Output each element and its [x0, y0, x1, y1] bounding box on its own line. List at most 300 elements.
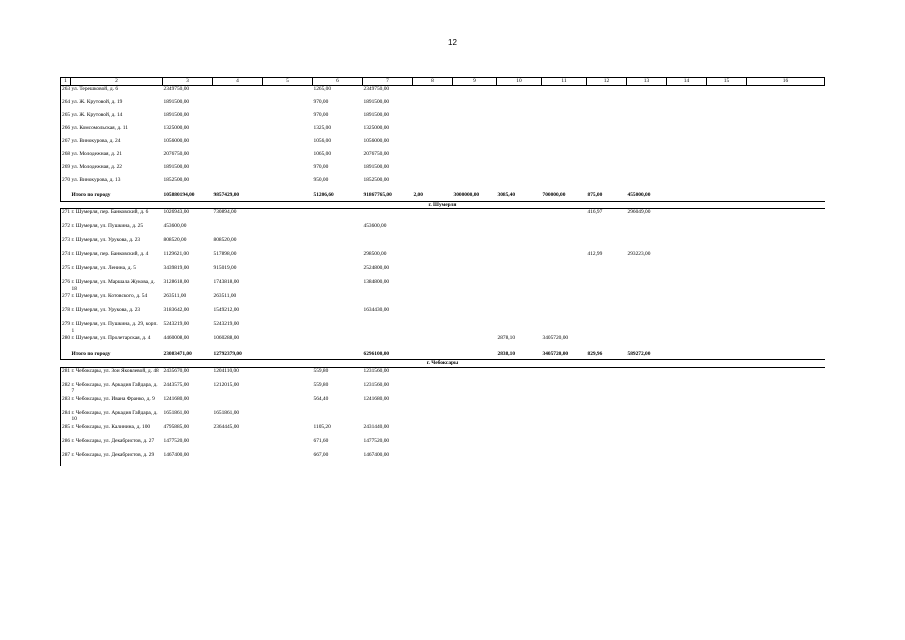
empty-cell — [707, 112, 747, 125]
row-number: 285 — [61, 424, 71, 438]
total-cost-cell: 1325000,00 — [163, 125, 190, 131]
empty-cell — [453, 293, 497, 307]
cost-cell — [627, 438, 667, 452]
total-cost-cell: 2349750,00 — [163, 86, 190, 92]
total-value: 3000000,00 — [453, 192, 480, 198]
total-cost-cell: 263511,00 — [163, 293, 187, 300]
empty-cell — [747, 237, 825, 251]
empty-cell — [413, 307, 453, 321]
empty-cell — [413, 223, 453, 237]
area-cell — [313, 410, 363, 424]
empty-cell — [747, 307, 825, 321]
area-cell — [587, 112, 627, 125]
total-value: 91867765,00 — [363, 192, 392, 198]
area-cell — [587, 382, 627, 396]
area-cell: 416,97 — [587, 209, 603, 216]
area-cell — [497, 367, 542, 382]
empty-cell — [747, 438, 825, 452]
total-value: 51206,60 — [313, 192, 334, 198]
empty-cell — [707, 265, 747, 279]
cost-cell — [542, 125, 587, 138]
column-header: 3 — [163, 78, 213, 86]
area-cell — [587, 321, 627, 335]
table-row — [61, 86, 825, 100]
area-cell — [497, 396, 542, 410]
area-cell — [587, 424, 627, 438]
total-cost-cell: 1891500,00 — [163, 164, 190, 170]
row-number: 279 — [61, 321, 71, 335]
area-cell: 1265,00 — [313, 86, 332, 92]
area-cell — [587, 410, 627, 424]
empty-cell — [707, 307, 747, 321]
row-number: 283 — [61, 396, 71, 410]
city-name: г. Шумерля — [61, 202, 825, 209]
area-cell — [497, 177, 542, 190]
area-cell — [497, 251, 542, 265]
total-cost-cell: 1651861,00 — [163, 409, 190, 416]
table-row — [61, 452, 825, 466]
cost-cell: 2431440,00 — [363, 423, 390, 430]
address-cell: ул. Винокурова, д. 13 — [71, 177, 121, 183]
empty-cell — [707, 209, 747, 224]
total-cost-cell: 808520,00 — [163, 237, 187, 244]
empty-cell — [707, 190, 747, 202]
area-cell — [497, 138, 542, 151]
table-row — [61, 321, 825, 335]
empty-cell — [747, 209, 825, 224]
cost-cell: 453600,00 — [363, 223, 387, 230]
row-number: 267 — [61, 138, 71, 151]
column-header: 8 — [413, 78, 453, 86]
empty-cell — [453, 307, 497, 321]
address-cell: ул. Терешковой, д. 6 — [71, 86, 119, 92]
row-number: 281 — [61, 367, 71, 382]
total-label: Итого по городу — [71, 351, 111, 358]
column-header: 9 — [453, 78, 497, 86]
area-cell — [587, 151, 627, 164]
table-row — [61, 99, 825, 112]
empty-cell — [707, 177, 747, 190]
empty-cell — [747, 335, 825, 349]
cost-cell — [627, 367, 667, 382]
row-number: 268 — [61, 151, 71, 164]
empty-cell — [747, 349, 825, 360]
area-cell — [497, 438, 542, 452]
total-cost-cell: 3439819,00 — [163, 265, 190, 272]
empty-cell — [413, 382, 453, 396]
total-cost-cell: 1891500,00 — [163, 112, 190, 118]
cost-cell — [213, 438, 263, 452]
empty-cell — [263, 177, 313, 190]
empty-cell — [667, 86, 707, 100]
cost-cell: 1891500,00 — [363, 99, 390, 105]
cost-cell — [213, 452, 263, 466]
cost-cell — [542, 367, 587, 382]
empty-cell — [263, 138, 313, 151]
cost-cell — [627, 223, 667, 237]
cost-cell — [363, 293, 413, 307]
cost-cell — [213, 86, 263, 100]
cost-cell — [627, 335, 667, 349]
address-cell: ул. Винокурова, д. 24 — [71, 138, 121, 144]
empty-cell — [747, 396, 825, 410]
address-cell: г. Шумерля, ул. Котовского, д. 54 — [71, 293, 148, 300]
row-number: 273 — [61, 237, 71, 251]
empty-cell — [263, 86, 313, 100]
empty-cell — [413, 151, 453, 164]
table-row — [61, 307, 825, 321]
empty-cell — [413, 251, 453, 265]
empty-cell — [453, 410, 497, 424]
cost-cell: 2364445,00 — [213, 423, 240, 430]
area-cell: 671,60 — [313, 437, 329, 444]
row-number: 264 — [61, 99, 71, 112]
column-header: 2 — [71, 78, 163, 86]
housing-repair-table — [60, 77, 825, 466]
empty-cell — [667, 438, 707, 452]
page-number: 12 — [448, 38, 457, 47]
column-header: 15 — [707, 78, 747, 86]
empty-cell — [61, 190, 71, 202]
row-number: 265 — [61, 112, 71, 125]
total-cost-cell: 1026943,00 — [163, 209, 190, 216]
empty-cell — [667, 138, 707, 151]
empty-cell — [263, 349, 313, 360]
empty-cell — [707, 321, 747, 335]
empty-cell — [707, 99, 747, 112]
cost-cell — [627, 237, 667, 251]
cost-cell — [627, 424, 667, 438]
empty-cell — [667, 396, 707, 410]
cost-cell — [627, 112, 667, 125]
cost-cell — [627, 279, 667, 293]
empty-cell — [707, 138, 747, 151]
empty-cell — [413, 237, 453, 251]
column-header: 7 — [363, 78, 413, 86]
cost-cell: 517898,00 — [213, 251, 237, 258]
table-row — [61, 367, 825, 382]
empty-cell — [747, 279, 825, 293]
empty-cell — [707, 151, 747, 164]
empty-cell — [263, 99, 313, 112]
cost-cell — [363, 209, 413, 224]
empty-cell — [747, 164, 825, 177]
empty-cell — [747, 367, 825, 382]
total-value — [453, 349, 497, 360]
total-cost-cell: 453600,00 — [163, 223, 187, 230]
address-cell: г. Чебоксары, ул. Ивана Франко, д. 9 — [71, 395, 155, 402]
column-header: 13 — [627, 78, 667, 86]
cost-cell — [542, 279, 587, 293]
area-cell — [497, 125, 542, 138]
empty-cell — [263, 265, 313, 279]
empty-cell — [453, 86, 497, 100]
cost-cell — [542, 452, 587, 466]
empty-cell — [453, 237, 497, 251]
row-number: 266 — [61, 125, 71, 138]
empty-cell — [263, 410, 313, 424]
city-section-header — [61, 202, 825, 209]
address-cell: ул. Ж. Крутовой, д. 19 — [71, 99, 123, 105]
empty-cell — [667, 164, 707, 177]
area-cell — [587, 237, 627, 251]
area-cell — [587, 265, 627, 279]
empty-cell — [263, 151, 313, 164]
cost-cell — [542, 307, 587, 321]
total-cost-cell: 1891500,00 — [163, 99, 190, 105]
row-number: 287 — [61, 452, 71, 466]
column-header: 12 — [587, 78, 627, 86]
area-cell — [587, 438, 627, 452]
cost-cell — [627, 164, 667, 177]
total-value: 455000,00 — [627, 192, 651, 198]
area-cell — [313, 335, 363, 349]
area-cell — [587, 452, 627, 466]
table-row — [61, 438, 825, 452]
cost-cell: 1056000,00 — [363, 138, 390, 144]
empty-cell — [667, 349, 707, 360]
empty-cell — [667, 410, 707, 424]
empty-cell — [747, 223, 825, 237]
empty-cell — [707, 335, 747, 349]
area-cell — [497, 410, 542, 424]
empty-cell — [413, 99, 453, 112]
empty-cell — [747, 151, 825, 164]
area-cell: 1105,20 — [313, 423, 331, 430]
total-cost-cell: 4460008,00 — [163, 335, 190, 342]
cost-cell: 296049,00 — [627, 209, 651, 216]
empty-cell — [413, 438, 453, 452]
total-label: Итого по городу — [71, 192, 111, 198]
area-cell — [497, 164, 542, 177]
cost-cell — [542, 86, 587, 100]
area-cell — [497, 209, 542, 224]
empty-cell — [747, 112, 825, 125]
empty-cell — [667, 382, 707, 396]
area-cell — [587, 125, 627, 138]
empty-cell — [747, 293, 825, 307]
empty-cell — [747, 177, 825, 190]
empty-cell — [707, 382, 747, 396]
empty-cell — [667, 151, 707, 164]
empty-cell — [453, 367, 497, 382]
table-row — [61, 125, 825, 138]
row-number: 280 — [61, 335, 71, 349]
empty-cell — [667, 335, 707, 349]
empty-cell — [263, 279, 313, 293]
table-row — [61, 424, 825, 438]
area-cell — [497, 452, 542, 466]
cost-cell — [542, 382, 587, 396]
empty-cell — [413, 335, 453, 349]
empty-cell — [667, 321, 707, 335]
row-number: 272 — [61, 223, 71, 237]
empty-cell — [413, 452, 453, 466]
cost-cell — [542, 237, 587, 251]
cost-cell — [213, 112, 263, 125]
cost-cell — [542, 223, 587, 237]
empty-cell — [453, 321, 497, 335]
empty-cell — [263, 190, 313, 202]
area-cell — [587, 335, 627, 349]
empty-cell — [413, 177, 453, 190]
empty-cell — [413, 138, 453, 151]
cost-cell: 1204110,00 — [213, 367, 239, 374]
total-value: 23083471,00 — [163, 351, 192, 358]
cost-cell: 3405720,00 — [542, 335, 569, 342]
empty-cell — [413, 164, 453, 177]
table-row — [61, 293, 825, 307]
row-number: 275 — [61, 265, 71, 279]
cost-cell — [542, 293, 587, 307]
column-header: 16 — [747, 78, 825, 86]
column-header: 6 — [313, 78, 363, 86]
column-header: 10 — [497, 78, 542, 86]
area-cell — [313, 209, 363, 224]
cost-cell: 1060288,00 — [213, 335, 240, 342]
address-cell: ул. Молодежная, д. 22 — [71, 164, 122, 170]
cost-cell — [542, 265, 587, 279]
total-cost-cell: 5243219,00 — [163, 321, 190, 328]
total-cost-cell: 1477520,00 — [163, 437, 190, 444]
table-row — [61, 209, 825, 224]
cost-cell: 1231560,00 — [363, 367, 390, 374]
row-number: 286 — [61, 438, 71, 452]
empty-cell — [413, 293, 453, 307]
total-cost-cell: 2076750,00 — [163, 151, 190, 157]
empty-cell — [413, 396, 453, 410]
area-cell — [587, 293, 627, 307]
area-cell — [497, 293, 542, 307]
empty-cell — [453, 251, 497, 265]
cost-cell — [213, 177, 263, 190]
empty-cell — [453, 112, 497, 125]
empty-cell — [707, 424, 747, 438]
empty-cell — [61, 349, 71, 360]
row-number: 269 — [61, 164, 71, 177]
empty-cell — [453, 164, 497, 177]
table-row — [61, 251, 825, 265]
row-number: 263 — [61, 86, 71, 100]
area-cell: 970,00 — [313, 164, 329, 170]
address-cell: г. Шумерля, ул. Урукова, д. 23 — [71, 237, 141, 244]
cost-cell: 293223,00 — [627, 251, 651, 258]
cost-cell — [542, 99, 587, 112]
empty-cell — [413, 279, 453, 293]
cost-cell — [363, 237, 413, 251]
empty-cell — [667, 209, 707, 224]
empty-cell — [707, 396, 747, 410]
area-cell — [313, 251, 363, 265]
cost-cell — [627, 452, 667, 466]
empty-cell — [707, 237, 747, 251]
empty-cell — [453, 424, 497, 438]
cost-cell — [542, 396, 587, 410]
empty-cell — [453, 382, 497, 396]
total-value: 12792379,00 — [213, 351, 242, 358]
cost-cell: 1241680,00 — [363, 395, 390, 402]
empty-cell — [263, 237, 313, 251]
empty-cell — [747, 190, 825, 202]
empty-cell — [263, 293, 313, 307]
empty-cell — [263, 251, 313, 265]
row-number: 276 — [61, 279, 71, 293]
total-value: 700000,00 — [542, 192, 566, 198]
empty-cell — [453, 396, 497, 410]
empty-cell — [453, 452, 497, 466]
cost-cell — [627, 86, 667, 100]
empty-cell — [707, 251, 747, 265]
empty-cell — [453, 223, 497, 237]
cost-cell — [542, 112, 587, 125]
empty-cell — [413, 86, 453, 100]
row-number: 277 — [61, 293, 71, 307]
cost-cell: 2524800,00 — [363, 265, 390, 272]
area-cell — [587, 396, 627, 410]
cost-cell — [213, 138, 263, 151]
area-cell: 2878,10 — [497, 335, 516, 342]
empty-cell — [263, 367, 313, 382]
empty-cell — [263, 112, 313, 125]
cost-cell: 1651861,00 — [213, 409, 240, 416]
table-row — [61, 382, 825, 396]
empty-cell — [747, 125, 825, 138]
area-cell — [587, 99, 627, 112]
cost-cell: 1743818,00 — [213, 279, 240, 286]
cost-cell — [213, 396, 263, 410]
empty-cell — [453, 265, 497, 279]
area-cell — [497, 99, 542, 112]
empty-cell — [707, 452, 747, 466]
empty-cell — [413, 424, 453, 438]
cost-cell — [213, 125, 263, 138]
area-cell: 559,80 — [313, 367, 329, 374]
empty-cell — [263, 307, 313, 321]
total-cost-cell: 1852500,00 — [163, 177, 190, 183]
total-cost-cell: 1467400,00 — [163, 451, 190, 458]
table-row — [61, 410, 825, 424]
cost-cell: 2349750,00 — [363, 86, 390, 92]
area-cell — [587, 223, 627, 237]
city-total-row — [61, 349, 825, 360]
total-value: 6296100,00 — [363, 351, 390, 358]
total-value: 2838,10 — [497, 351, 516, 358]
cost-cell — [627, 177, 667, 190]
empty-cell — [747, 321, 825, 335]
table-row — [61, 151, 825, 164]
cost-cell — [542, 251, 587, 265]
cost-cell — [627, 321, 667, 335]
area-cell — [497, 321, 542, 335]
cost-cell: 1384800,00 — [363, 279, 390, 286]
empty-cell — [263, 321, 313, 335]
area-cell: 667,00 — [313, 451, 329, 458]
empty-cell — [667, 293, 707, 307]
empty-cell — [747, 265, 825, 279]
area-cell — [587, 86, 627, 100]
total-cost-cell: 1129621,00 — [163, 251, 189, 258]
table-row — [61, 177, 825, 190]
cost-cell: 808520,00 — [213, 237, 237, 244]
table-row — [61, 112, 825, 125]
total-value: 9857429,00 — [213, 192, 240, 198]
area-cell: 1065,00 — [313, 151, 332, 157]
total-value: 875,00 — [587, 192, 603, 198]
total-value — [413, 349, 453, 360]
empty-cell — [263, 223, 313, 237]
total-cost-cell: 3128618,00 — [163, 279, 190, 286]
empty-cell — [413, 265, 453, 279]
